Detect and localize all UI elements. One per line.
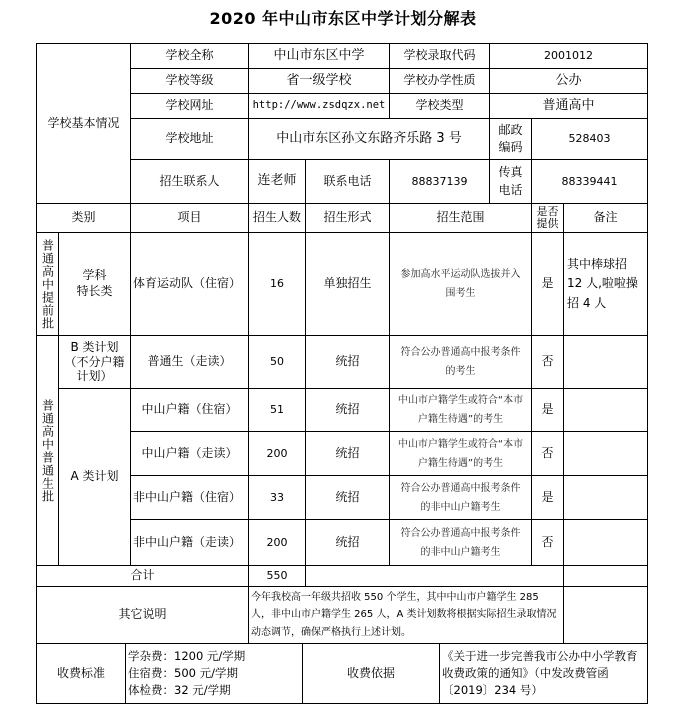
postcode-label: 邮政编码 <box>489 118 532 160</box>
header-count: 招生人数 <box>248 203 306 233</box>
row-category: 学科 特长类 <box>58 232 131 336</box>
fax-value: 88339441 <box>531 159 648 204</box>
header-scope: 招生范围 <box>389 203 532 233</box>
row-count: 33 <box>248 475 306 520</box>
row-form: 统招 <box>305 519 390 566</box>
contact-label: 招生联系人 <box>130 159 249 204</box>
notes-label: 其它说明 <box>36 586 249 644</box>
header-remark: 备注 <box>563 203 648 233</box>
row-count: 16 <box>248 232 306 336</box>
row-provided: 是 <box>531 232 564 336</box>
fee-item: 学杂费：1200 元/学期 <box>128 648 246 663</box>
phone-label: 联系电话 <box>305 159 390 204</box>
row-form: 单独招生 <box>305 232 390 336</box>
type-label: 学校类型 <box>389 93 490 119</box>
website-label: 学校网址 <box>130 93 249 119</box>
fees-basis: 《关于进一步完善我市公办中小学教育收费政策的通知》（中发改费管函〔2019〕234 号） <box>439 643 648 704</box>
code-label: 学校录取代码 <box>389 43 490 69</box>
type-value: 普通高中 <box>489 93 648 119</box>
row-item: 非中山户籍（住宿） <box>130 475 249 520</box>
row-form: 统招 <box>305 388 390 432</box>
full-name-label: 学校全称 <box>130 43 249 69</box>
row-scope: 参加高水平运动队选拔并入围考生 <box>389 232 532 336</box>
row-remark <box>563 519 648 566</box>
row-item: 中山户籍（住宿） <box>130 388 249 432</box>
fee-item: 住宿费：500 元/学期 <box>128 665 238 680</box>
row-item: 体育运动队（住宿） <box>130 232 249 336</box>
notes-blank <box>563 586 648 644</box>
fees-label: 收费标准 <box>36 643 126 704</box>
row-form: 统招 <box>305 335 390 389</box>
phone-value: 88837139 <box>389 159 490 204</box>
postcode-value: 528403 <box>531 118 648 160</box>
row-item: 非中山户籍（走读） <box>130 519 249 566</box>
row-provided: 是 <box>531 475 564 520</box>
header-category: 类别 <box>36 203 131 233</box>
row-provided: 否 <box>531 431 564 476</box>
row-provided: 否 <box>531 519 564 566</box>
row-category: B 类计划（不分户籍计划） <box>58 335 131 389</box>
fee-item: 体检费：32 元/学期 <box>128 683 231 698</box>
page-title: 2020 年中山市东区中学计划分解表 <box>209 9 477 28</box>
header-provided: 是否提供 <box>531 203 564 233</box>
header-item: 项目 <box>130 203 249 233</box>
row-remark <box>563 335 648 389</box>
row-remark <box>563 388 648 432</box>
level-value: 省一级学校 <box>248 68 390 94</box>
website-value[interactable]: http://www.zsdqzx.net <box>248 93 390 119</box>
address-value: 中山市东区孙文东路齐乐路 3 号 <box>248 118 490 160</box>
row-scope: 符合公办普通高中报考条件的考生 <box>389 335 532 389</box>
code-value: 2001012 <box>489 43 648 69</box>
row-category-a: A 类计划 <box>58 388 131 566</box>
full-name-value: 中山市东区中学 <box>248 43 390 69</box>
row-remark <box>563 431 648 476</box>
nature-label: 学校办学性质 <box>389 68 490 94</box>
row-form: 统招 <box>305 431 390 476</box>
fees-items <box>125 643 303 704</box>
row-remark <box>563 475 648 520</box>
row-count: 200 <box>248 431 306 476</box>
total-remark-blank <box>563 565 648 587</box>
row-item: 普通生（走读） <box>130 335 249 389</box>
contact-value: 连老师 <box>248 159 306 204</box>
row-scope: 符合公办普通高中报考条件的非中山户籍考生 <box>389 519 532 566</box>
row-count: 50 <box>248 335 306 389</box>
row-scope: 符合公办普通高中报考条件的非中山户籍考生 <box>389 475 532 520</box>
fees-basis-label: 收费依据 <box>302 643 440 704</box>
row-provided: 否 <box>531 335 564 389</box>
row-count: 200 <box>248 519 306 566</box>
row-remark: 其中棒球招 12 人,啦啦操招 4 人 <box>563 232 648 336</box>
row-scope: 中山市户籍学生或符合“本市户籍生待遇”的考生 <box>389 431 532 476</box>
row-form: 统招 <box>305 475 390 520</box>
row-provided: 是 <box>531 388 564 432</box>
address-label: 学校地址 <box>130 118 249 160</box>
total-blank <box>305 565 564 587</box>
header-form: 招生形式 <box>305 203 390 233</box>
nature-value: 公办 <box>489 68 648 94</box>
group-regular: 普通高中普通生批 <box>36 335 59 566</box>
row-count: 51 <box>248 388 306 432</box>
row-item: 中山户籍（走读） <box>130 431 249 476</box>
row-scope: 中山市户籍学生或符合“本市户籍生待遇”的考生 <box>389 388 532 432</box>
fax-label: 传真电话 <box>489 159 532 204</box>
group-early: 普通高中提前批 <box>36 232 59 336</box>
section-basic-info: 学校基本情况 <box>36 43 131 204</box>
level-label: 学校等级 <box>130 68 249 94</box>
total-value: 550 <box>248 565 306 587</box>
total-label: 合计 <box>36 565 249 587</box>
notes-text: 今年我校高一年级共招收 550 个学生，其中中山市户籍学生 285 人，非中山市户籍学生 265 人，A 类计划数将根据实际招生录取情况动态调节，确保严格执行上述计划。 <box>248 586 564 644</box>
